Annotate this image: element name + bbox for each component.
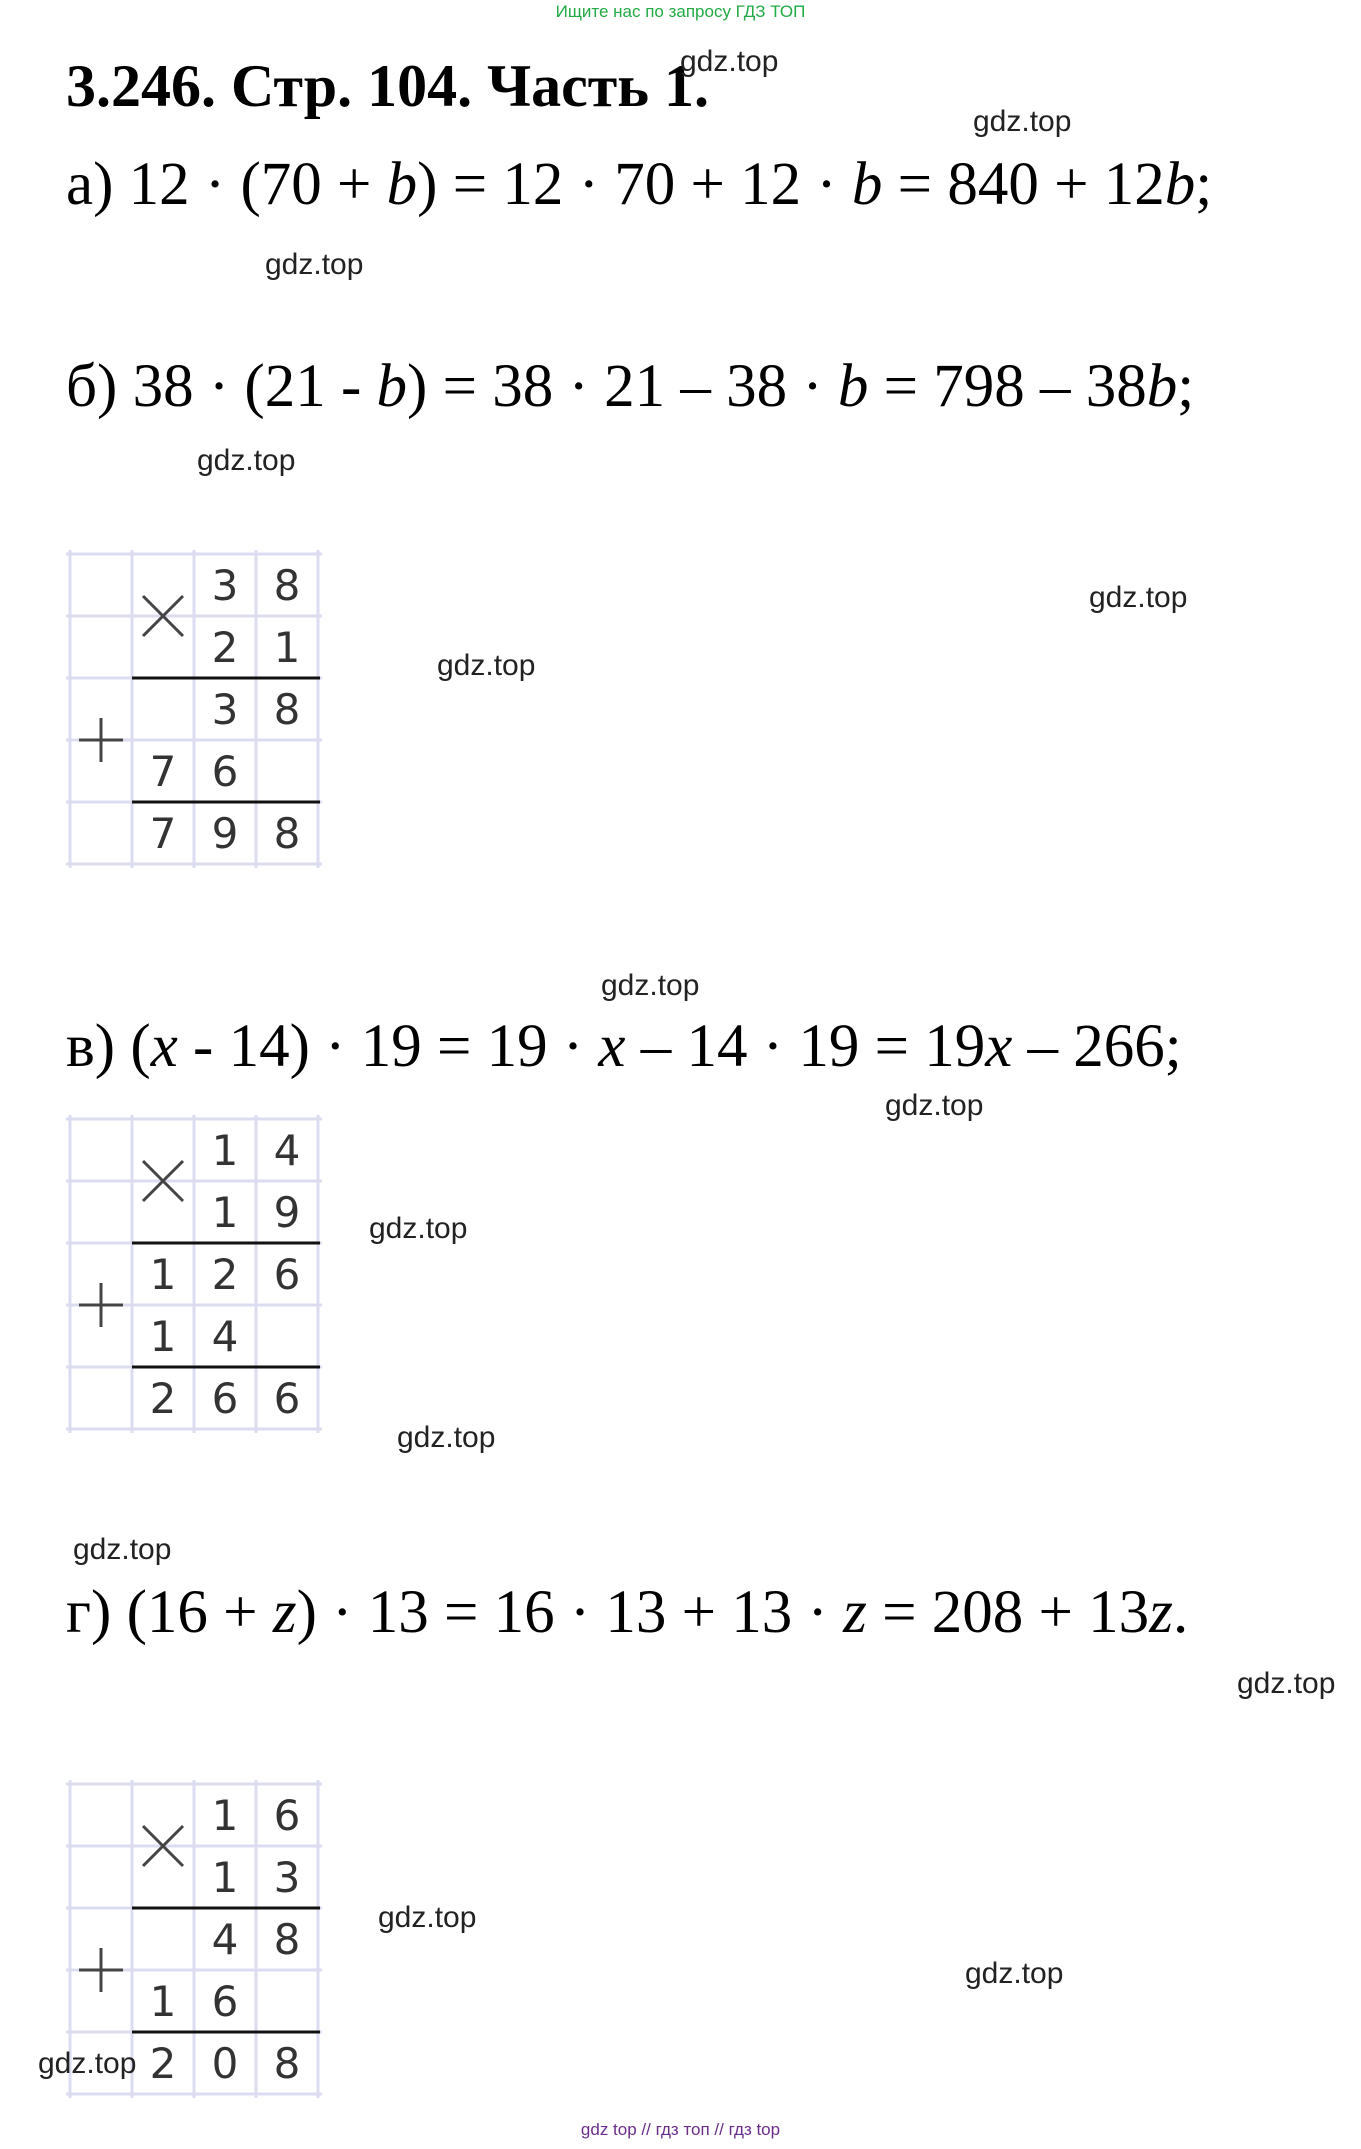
- grid-digit: 6: [273, 1250, 301, 1299]
- watermark: gdz.top: [197, 444, 296, 477]
- grid-digit: 8: [273, 2039, 301, 2088]
- watermark: gdz.top: [973, 105, 1072, 138]
- grid-digit: 8: [273, 809, 301, 858]
- watermark: gdz.top: [965, 1957, 1064, 1990]
- grid-digit: 7: [149, 747, 177, 796]
- watermark: gdz.top: [38, 2047, 137, 2080]
- grid-digit: 9: [211, 809, 239, 858]
- grid-digit: 1: [211, 1853, 239, 1902]
- grid-digit: 1: [273, 623, 301, 672]
- grid-digit: 4: [273, 1126, 301, 1175]
- grid-digit: 6: [211, 1374, 239, 1423]
- grid-digit: 2: [149, 1374, 177, 1423]
- grid-digit: 8: [273, 1915, 301, 1964]
- watermark: gdz.top: [680, 45, 779, 78]
- grid-digit: 2: [211, 1250, 239, 1299]
- grid-digit: 1: [211, 1126, 239, 1175]
- grid-digit: 3: [211, 685, 239, 734]
- equation-a: а) 12 · (70 + b) = 12 · 70 + 12 · b = 840 + 12b;: [66, 151, 1213, 218]
- grid-digit: 8: [273, 685, 301, 734]
- grid-digit: 1: [211, 1188, 239, 1237]
- watermark: gdz.top: [397, 1421, 496, 1454]
- equation-b: б) 38 · (21 - b) = 38 · 21 – 38 · b = 798 – 38b;: [66, 353, 1195, 420]
- grid-digit: 1: [149, 1977, 177, 2026]
- watermark: gdz.top: [265, 248, 364, 281]
- grid-digit: 2: [211, 623, 239, 672]
- grid-digit: 1: [149, 1312, 177, 1361]
- watermark: gdz.top: [437, 649, 536, 682]
- grid-digit: 6: [211, 747, 239, 796]
- equation-c: в) (x - 14) · 19 = 19 · x – 14 · 19 = 19x – 266;: [66, 1013, 1182, 1080]
- watermark: gdz.top: [601, 969, 700, 1002]
- top-banner: Ищите нас по запросу ГДЗ ТОП: [555, 2, 806, 21]
- multiplication-grid-b: [64, 550, 344, 880]
- grid-digit: 1: [149, 1250, 177, 1299]
- grid-digit: 6: [273, 1791, 301, 1840]
- grid-digit: 0: [211, 2039, 239, 2088]
- grid-digit: 4: [211, 1312, 239, 1361]
- grid-digit: 4: [211, 1915, 239, 1964]
- page-title: 3.246. Стр. 104. Часть 1.: [66, 53, 709, 119]
- watermark: gdz.top: [73, 1533, 172, 1566]
- grid-digit: 7: [149, 809, 177, 858]
- equation-d: г) (16 + z) · 13 = 16 · 13 + 13 · z = 208 + 13z.: [66, 1579, 1189, 1646]
- watermark: gdz.top: [369, 1212, 468, 1245]
- watermark: gdz.top: [885, 1089, 984, 1122]
- grid-digit: 3: [273, 1853, 301, 1902]
- watermark: gdz.top: [378, 1901, 477, 1934]
- watermark: gdz.top: [1237, 1667, 1336, 1700]
- multiplication-grid-c: [64, 1115, 344, 1445]
- grid-digit: 6: [273, 1374, 301, 1423]
- grid-digit: 1: [211, 1791, 239, 1840]
- grid-digit: 8: [273, 561, 301, 610]
- grid-digit: 6: [211, 1977, 239, 2026]
- grid-digit: 2: [149, 2039, 177, 2088]
- footer-links: gdz top // гдз топ // гдз top: [580, 2120, 781, 2139]
- grid-digit: 3: [211, 561, 239, 610]
- watermark: gdz.top: [1089, 581, 1188, 614]
- grid-digit: 9: [273, 1188, 301, 1237]
